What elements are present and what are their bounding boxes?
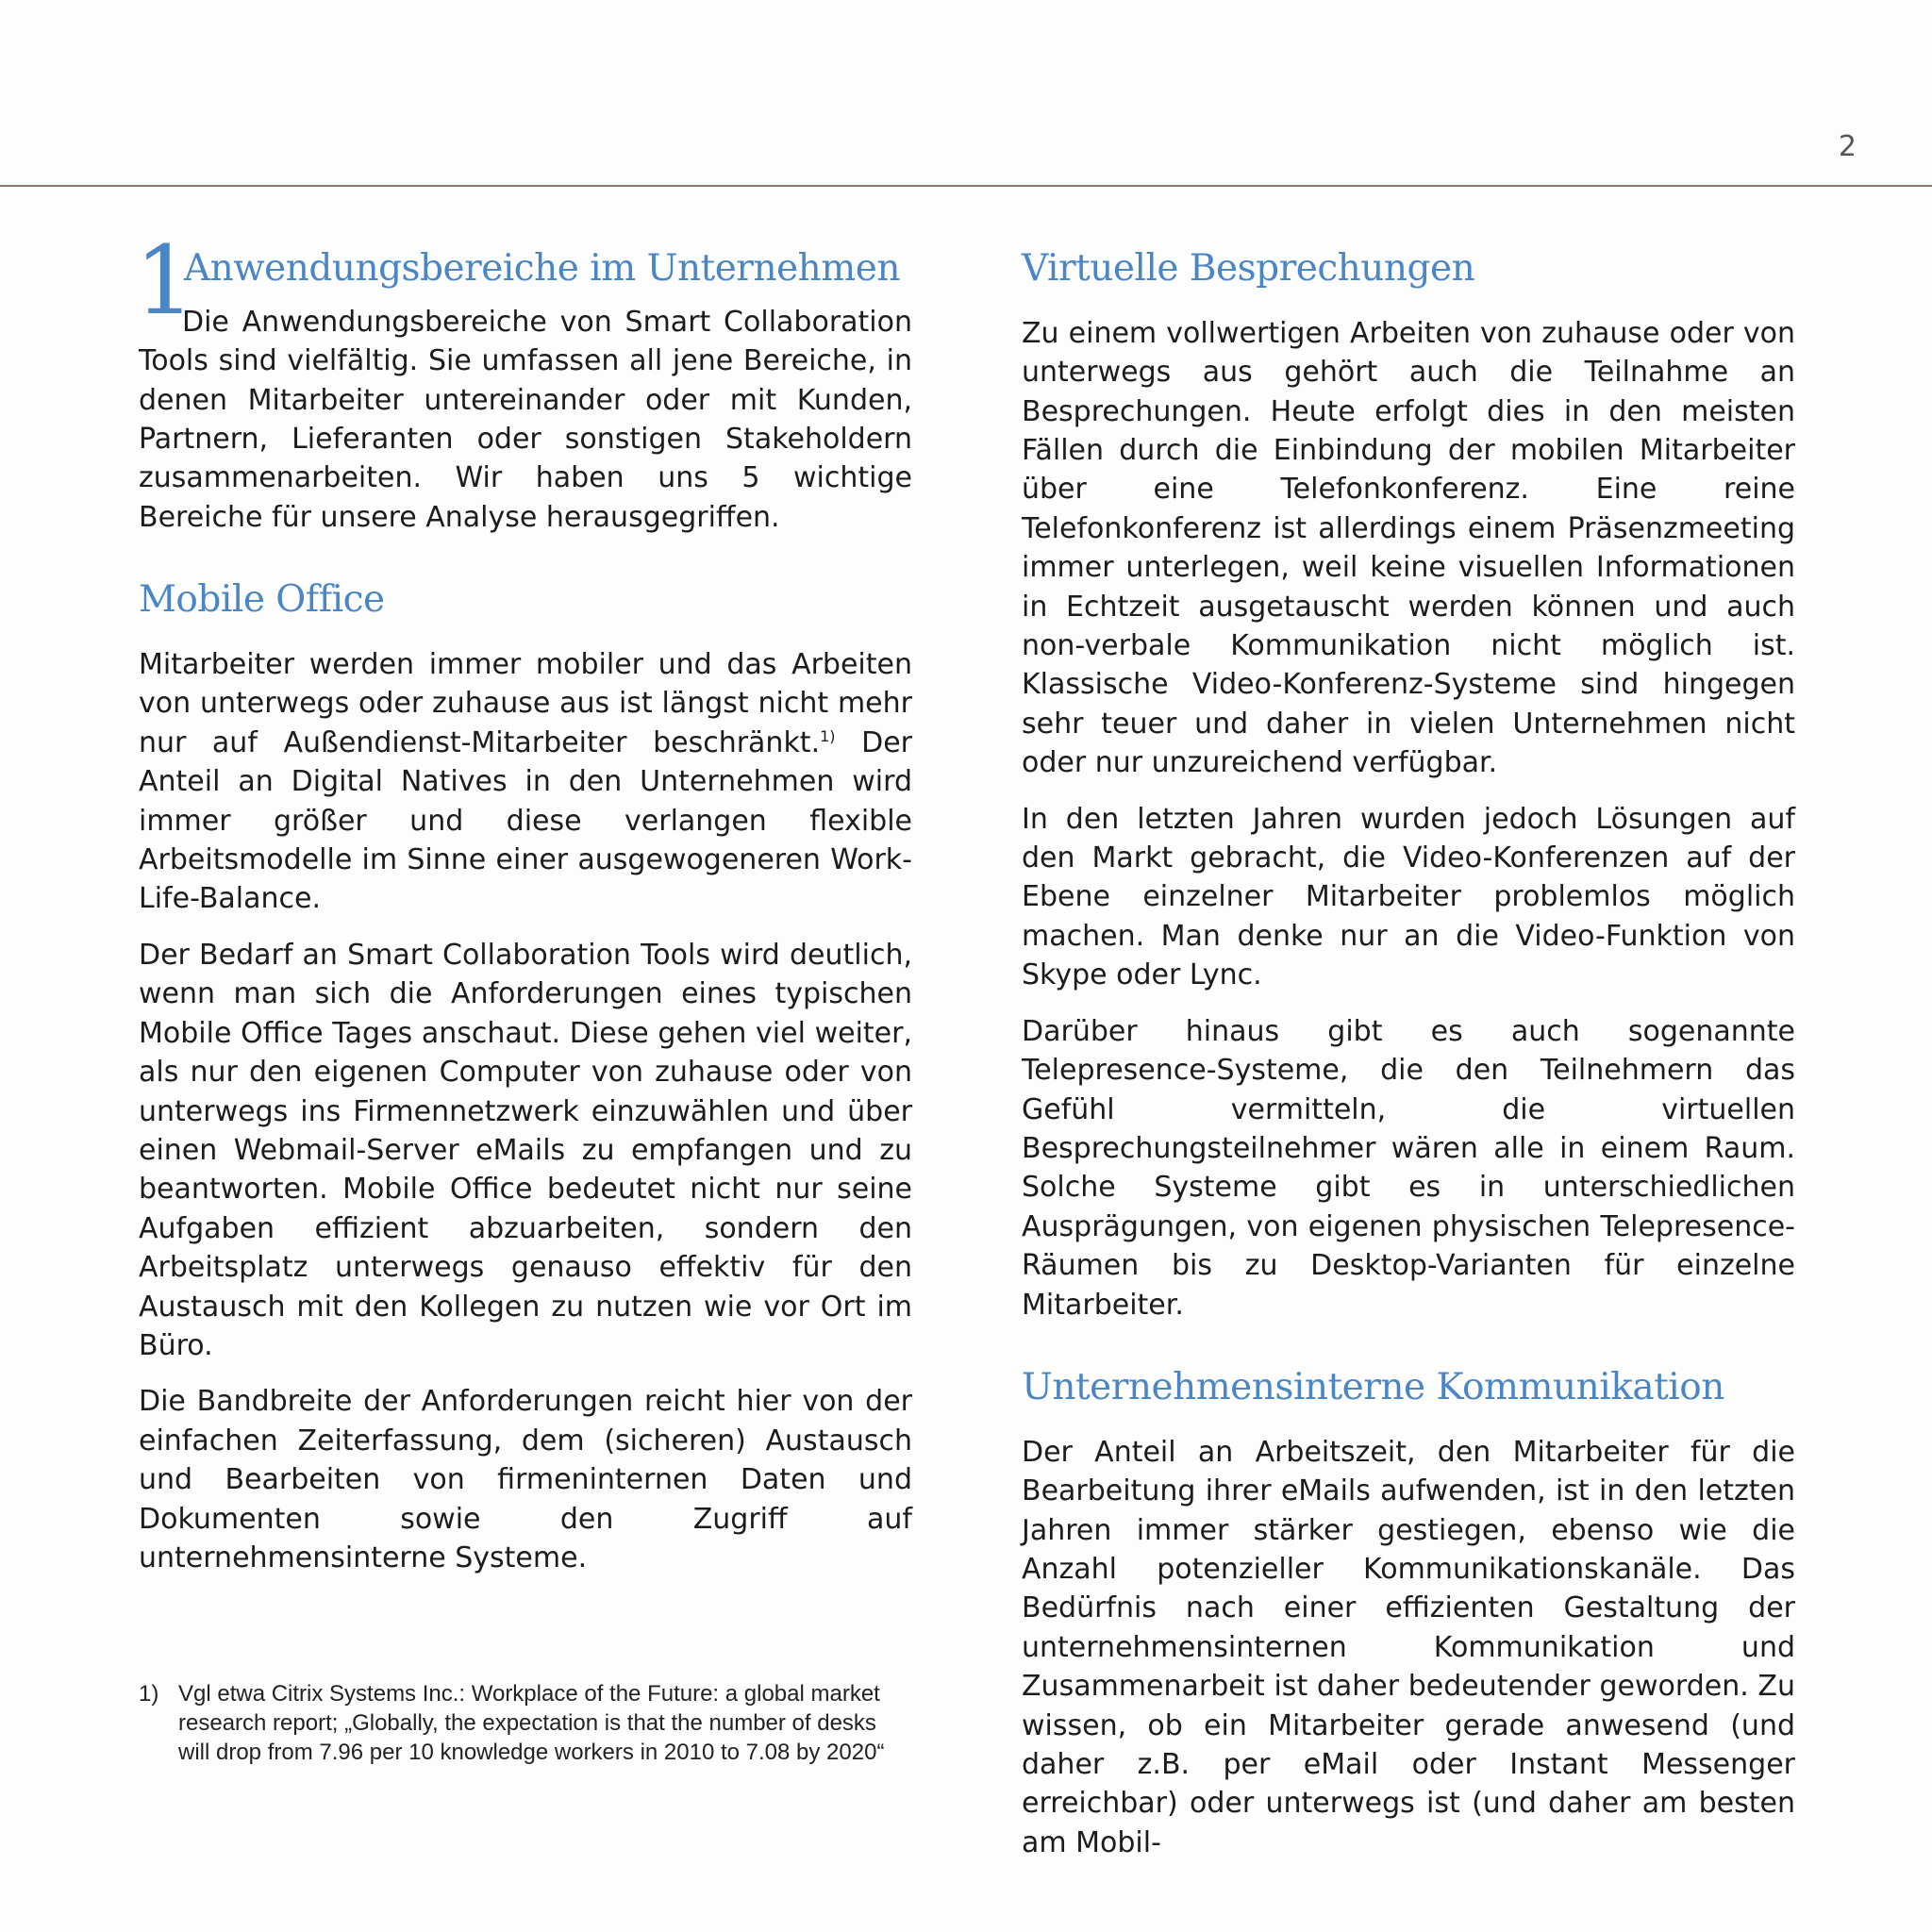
chapter-number: 1 <box>135 225 195 336</box>
mobile-office-paragraph-2: Der Bedarf an Smart Collaboration Tools wird deutlich, wenn man sich die Anforderungen eines typischen Mobile Office Tages anschaut. Diese gehen viel weiter, als nur den eigenen Computer von zuhause oder von unterwegs ins Firmennetzwerk einzuwählen und über einen Webmail-Server eMails zu empfangen und zu beantworten. Mobile Office bedeutet nicht nur seine Aufgaben effizient abzuarbeiten, sondern den Arbeitsplatz unterwegs genauso effektiv für den Austausch mit den Kollegen zu nutzen wie vor Ort im Büro. <box>139 938 912 1362</box>
internal-communication-heading: Unternehmensinterne Kommunikation <box>1022 1365 1724 1408</box>
chapter-heading <box>135 225 912 336</box>
virtual-meetings-paragraph-3: Darüber hinaus gibt es auch sogenannte Telepresence-Systeme, die den Teilnehmern das Gefühl vermitteln, die virtuellen Besprechungsteilnehmer wären alle in einem Raum. Solche Systeme gibt es in unterschiedlichen Ausprägungen, von eigenen physischen Telepresence-Räumen bis zu Desktop-Varianten für einzelne Mitarbeiter. <box>1022 1014 1795 1322</box>
page-number: 2 <box>1838 130 1857 163</box>
virtual-meetings-heading: Virtuelle Besprechungen <box>1022 247 1475 290</box>
chapter-title: Anwendungsbereiche im Unternehmen <box>184 247 900 290</box>
intro-paragraph: Die Anwendungsbereiche von Smart Collaboration Tools sind vielfältig. Sie umfassen all jene Bereiche, in denen Mitarbeiter untereinander oder mit Kunden, Partnern, Lieferanten oder sonstigen Stakeholdern zusammenarbeiten. Wir haben uns 5 wichtige Bereiche für unsere Analyse herausgegriffen. <box>139 305 912 534</box>
footnote-reference[interactable]: 1) <box>820 726 836 745</box>
footnote <box>139 1679 912 1767</box>
mobile-office-paragraph-3: Die Bandbreite der Anforderungen reicht hier von der einfachen Zeiterfassung, dem (sicheren) Austausch und Bearbeiten von firmeninternen Daten und Dokumenten sowie den Zugriff auf unternehmensinterne Systeme. <box>139 1385 912 1574</box>
mobile-office-heading: Mobile Office <box>139 578 385 622</box>
internal-communication-paragraph-1: Der Anteil an Arbeitszeit, den Mitarbeiter für die Bearbeitung ihrer eMails aufwenden, ist in den letzten Jahren immer stärker gestiegen, ebenso wie die Anzahl potenzieller Kommunikationskanäle. Das Bedürfnis nach einer effizienten Gestaltung der unternehmensinternen Kommunikation und Zusammenarbeit ist daher bedeutender geworden. Zu wissen, ob ein Mitarbeiter gerade anwesend (und daher z.B. per eMail oder Instant Messenger erreichbar) oder unterwegs ist (und daher am besten am Mobil- <box>1022 1435 1795 1859</box>
footnote-mark: 1) <box>139 1681 159 1707</box>
footnote-text: Vgl etwa Citrix Systems Inc.: Workplace of the Future: a global market research report; „Globally, the expectation is that the number of desks will drop from 7.96 per 10 knowledge workers in 2010 to 7.08 by 2020“ <box>178 1681 885 1765</box>
left-column <box>135 225 912 1594</box>
virtual-meetings-paragraph-1: Zu einem vollwertigen Arbeiten von zuhause oder von unterwegs aus gehört auch die Teilnahme an Besprechungen. Heute erfolgt dies in den meisten Fällen durch die Einbindung der mobilen Mitarbeiter über eine Telefonkonferenz. Eine reine Telefonkonferenz ist allerdings einem Präsenzmeeting immer unterlegen, weil keine visuellen Informationen in Echtzeit ausgetauscht werden können und auch non-verbale Kommunikation nicht möglich ist. Klassische Video-Konferenz-Systeme sind hingegen sehr teuer und daher in vielen Unternehmen nicht oder nur unzureichend verfügbar. <box>1022 316 1795 780</box>
mobile-office-paragraph-1: Mitarbeiter werden immer mobiler und das Arbeiten von unterwegs oder zuhause aus ist längst nicht mehr nur auf Außendienst-Mitarbeiter beschränkt.$^{1)}$ Der Anteil an Digital Natives in den Unternehmen wird immer größer und diese verlangen flexible Arbeitsmodelle im Sinne einer ausgewogeneren Work-Life-Balance. <box>139 648 912 916</box>
header-rule <box>0 185 1932 187</box>
virtual-meetings-paragraph-2: In den letzten Jahren wurden jedoch Lösungen auf den Markt gebracht, die Video-Konferenzen auf der Ebene einzelner Mitarbeiter problemlos möglich machen. Man denke nur an die Video-Funktion von Skype oder Lync. <box>1022 802 1795 992</box>
right-column <box>1022 247 1795 1879</box>
